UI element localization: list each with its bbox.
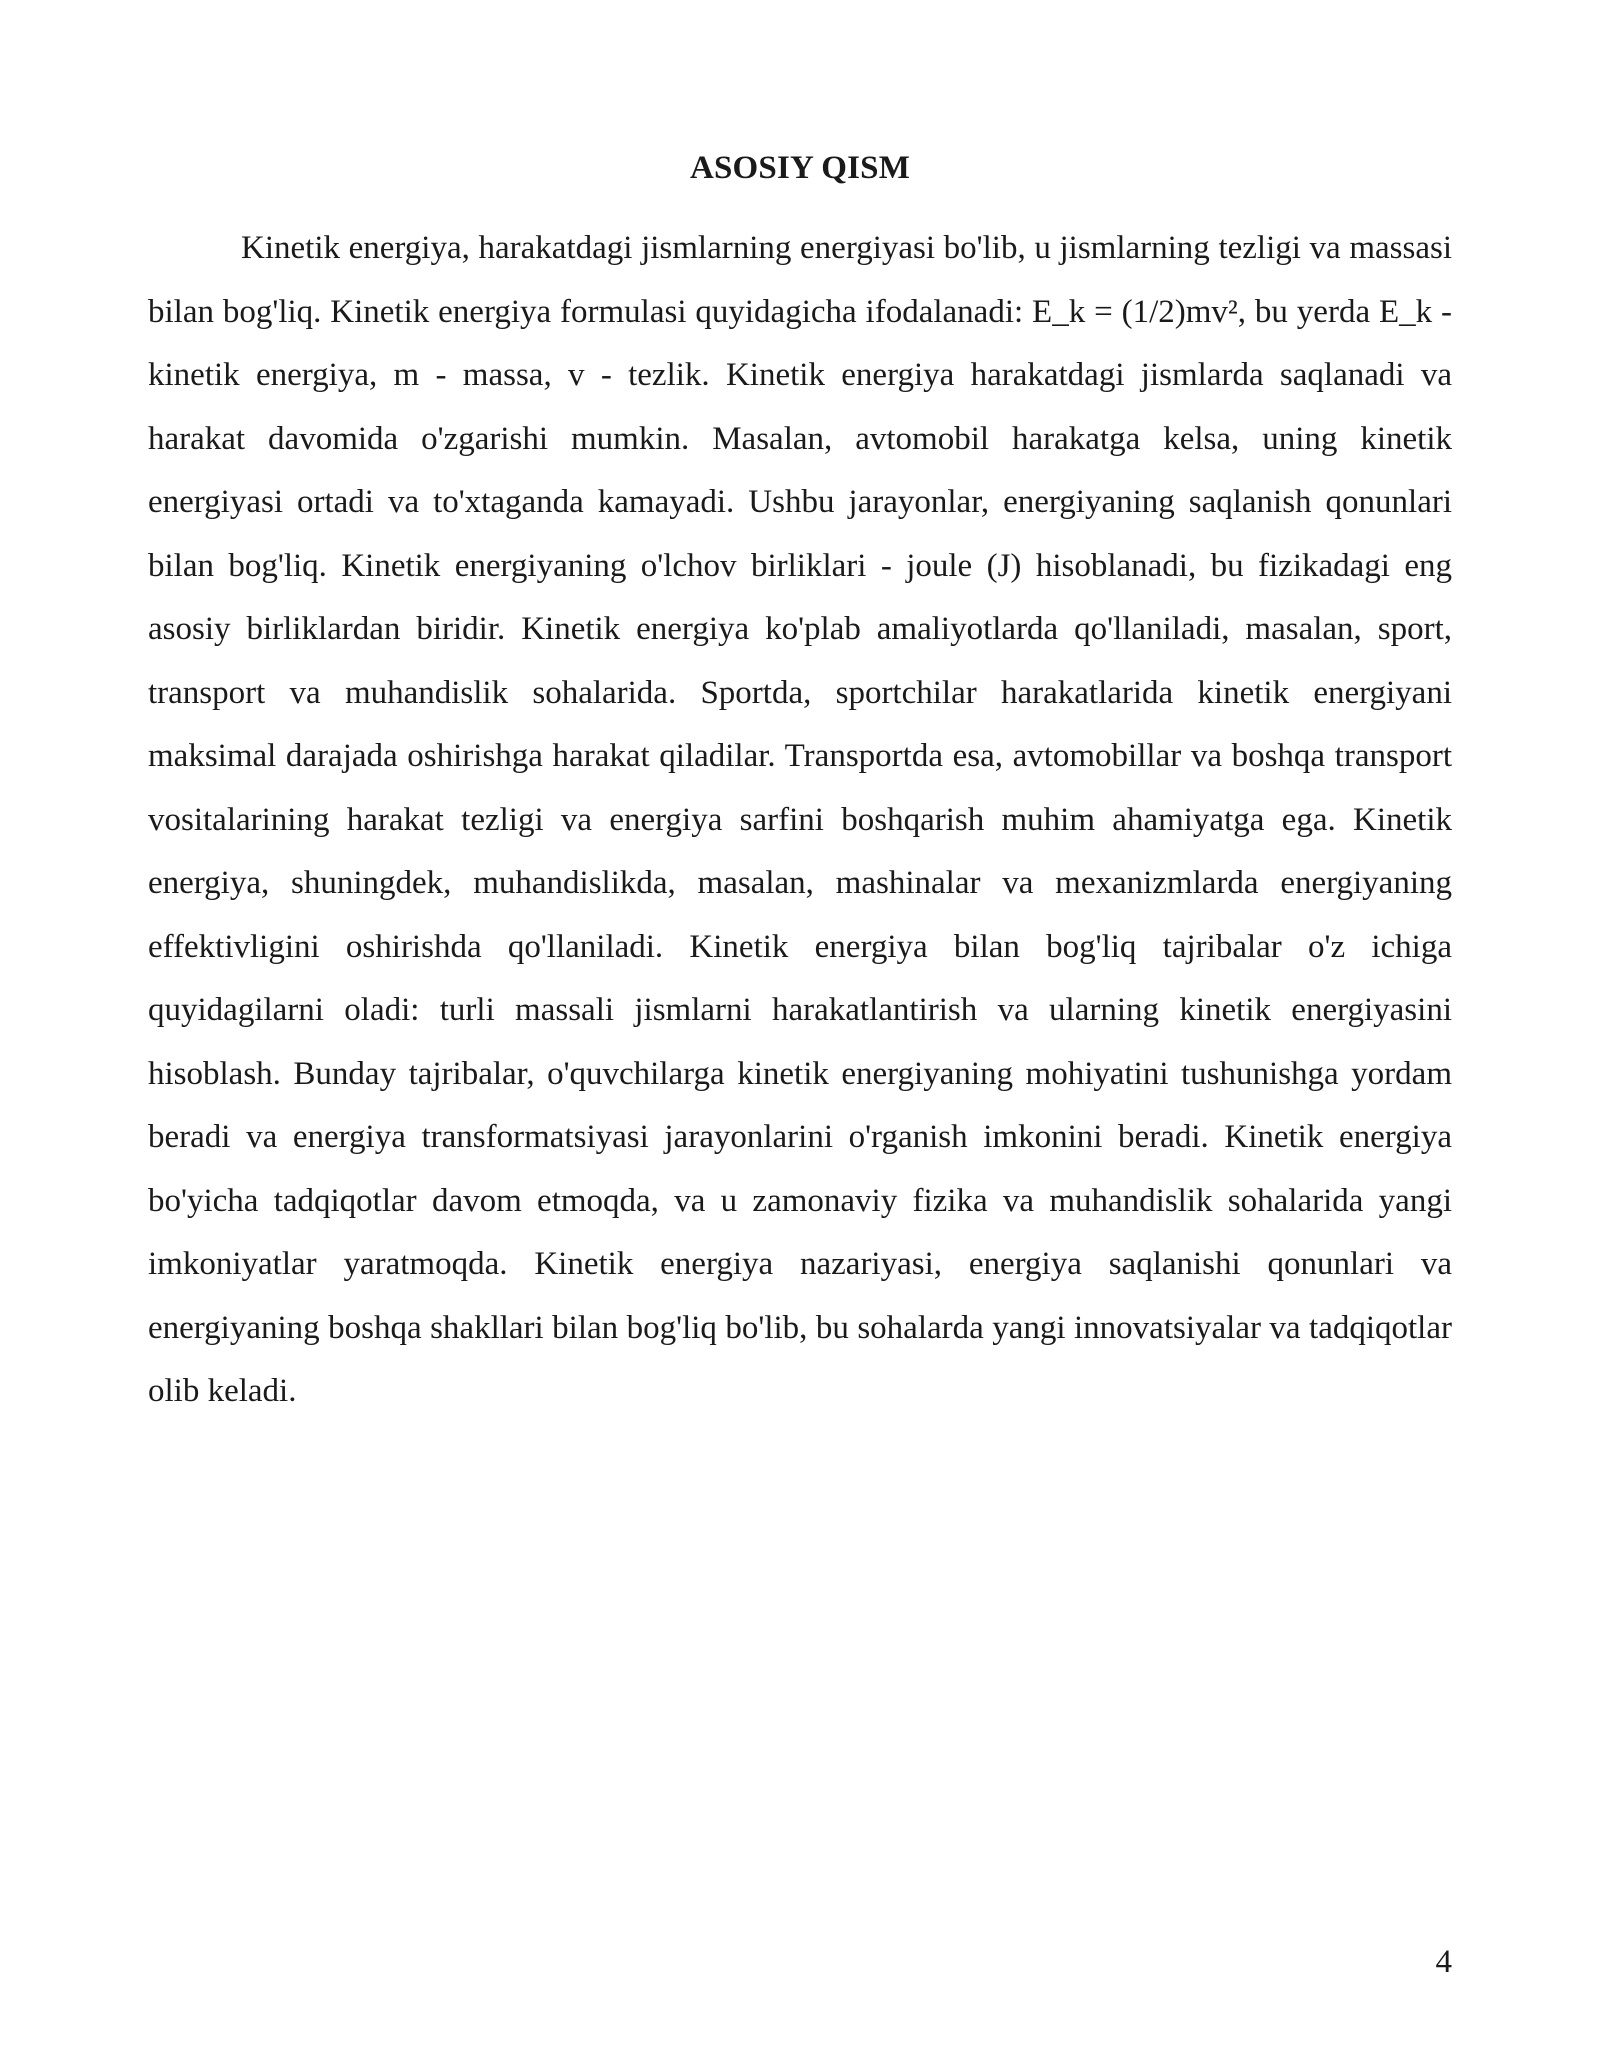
section-heading: ASOSIY QISM xyxy=(689,150,911,186)
body-paragraph: Kinetik energiya, harakatdagi jismlarning energiyasi bo'lib, u jismlarning tezligi va massasi bilan bog'liq. Kinetik energiya formulasi quyidagicha ifodalanadi: E_k = (1/2)mv², bu yerda E_k - kinetik energiya, m - massa, v - tezlik. Kinetik energiya harakatdagi jismlarda saqlanadi va harakat davomida o'zgarishi mumkin. Masalan, avtomobil harakatga kelsa, uning kinetik energiyasi ortadi va to'xtaganda kamayadi. Ushbu jarayonlar, energiyaning saqlanish qonunlari bilan bog'liq. Kinetik energiyaning o'lchov birliklari - joule (J) hisoblanadi, bu fizikadagi eng asosiy birliklardan biridir. Kinetik energiya ko'plab amaliyotlarda qo'llaniladi, masalan, sport, transport va muhandislik sohalarida. Sportda, sportchilar harakatlarida kinetik energiyani maksimal darajada oshirishga harakat qiladilar. Transportda esa, avtomobillar va boshqa transport vositalarining harakat tezligi va energiya sarfini boshqarish muhim ahamiyatga ega. Kinetik energiya, shuningdek, muhandislikda, masalan, mashinalar va mexanizmlarda energiyaning effektivligini oshirishda qo'llaniladi. Kinetik energiya bilan bog'liq tajribalar o'z ichiga quyidagilarni oladi: turli massali jismlarni harakatlantirish va ularning kinetik energiyasini hisoblash. Bunday tajribalar, o'quvchilarga kinetik energiyaning mohiyatini tushunishga yordam beradi va energiya transformatsiyasi jarayonlarini o'rganish imkonini beradi. Kinetik energiya bo'yicha tadqiqotlar davom etmoqda, va u zamonaviy fizika va muhandislik sohalarida yangi imkoniyatlar yaratmoqda. Kinetik energiya nazariyasi, energiya saqlanishi qonunlari va energiyaning boshqa shakllari bilan bog'liq bo'lib, bu sohalarda yangi innovatsiyalar va tadqiqotlar olib keladi. xyxy=(148,230,1452,1409)
page-number: 4 xyxy=(1435,1944,1452,1980)
